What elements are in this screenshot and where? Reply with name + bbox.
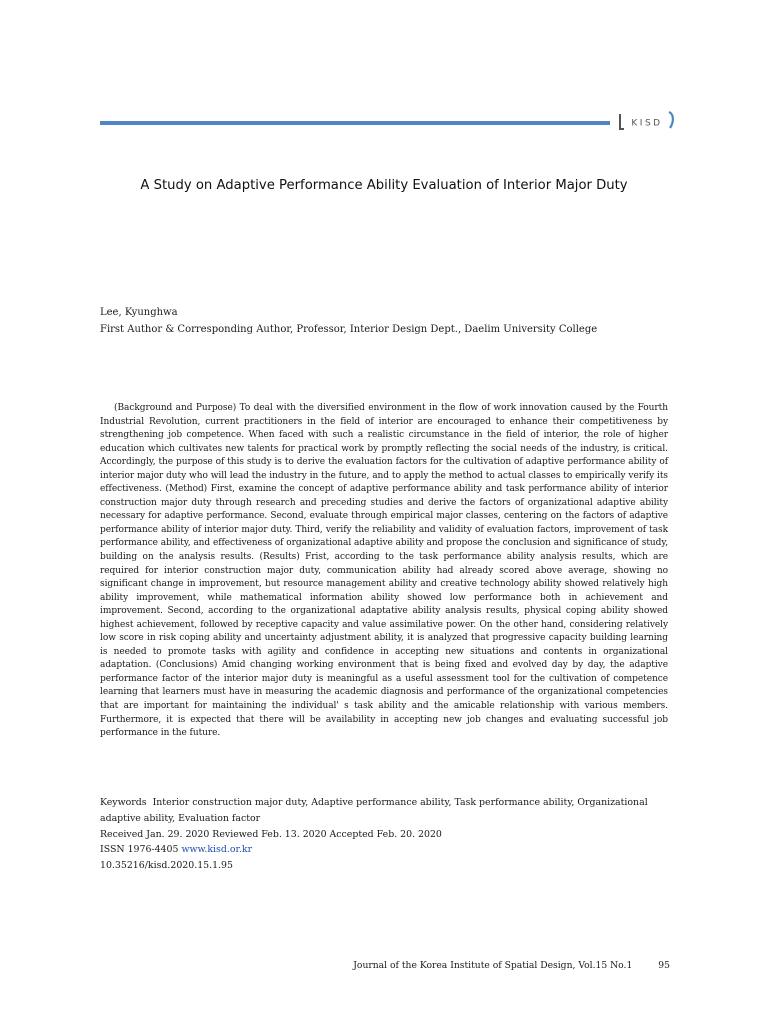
abstract-conclusions-text: Amid changing working environment that is being fixed and evolved day by day, the adaptive performance factor of the interior major duty is meaningful as a useful assessment tool for the cultivation of competence learning that learners must have in measuring the academic diagnosis and performance of the organizational competencies that are important for maintaining the individual' s task ability and the amicable relationship with various members. Furthermore, it is expected that there will be availability in accepting new job changes and evaluating successful job performance in the future. <box>100 660 668 739</box>
page-number: 95 <box>658 960 670 971</box>
abstract-label-method: (Method) <box>165 484 208 495</box>
header-rule <box>100 121 610 125</box>
journal-name: Journal of the Korea Institute of Spatial Design, Vol.15 No.1 <box>353 960 633 971</box>
author-name: Lee, Kyunghwa <box>100 307 178 318</box>
issn-line <box>100 842 668 858</box>
abstract-results-text: Frist, according to the task performance ability analysis results, which are required for interior construction major duty, communication ability had already scored above average, showing no significant change in improvement, but resource management ability and creative technology ability showed relatively high ability improvement, while mathematical information ability showed low performance both in achievement and improvement. Second, according to the organizational adaptative ability analysis results, physical coping ability showed highest achievement, followed by receptive capacity and value assimilative power. On the other hand, considering relatively low score in risk coping ability and uncertainty adjustment ability, it is analyzed that progressive capacity building learning is needed to promote tasks with agility and confidence in accepting new situations and contents in organizational adaptation. <box>100 552 669 671</box>
website-link[interactable]: www.kisd.or.kr <box>181 844 253 856</box>
abstract <box>100 402 668 741</box>
article-meta <box>100 795 668 874</box>
abstract-label-results: (Results) <box>259 552 300 563</box>
abstract-label-background: (Background and Purpose) <box>114 403 237 413</box>
abstract-background-text: To deal with the diversified environment in the flow of work innovation caused by the Fourth Industrial Revolution, current practitioners in the field of interior are encouraged to enhance their competitiveness by strengthening job competence. When faced with such a realistic circumstance in the field of interior, the role of higher education which cultivates new talents for practical work by promptly reflecting the social needs of the industry, is critical. Accordingly, the purpose of this study is to derive the evaluation factors for the cultivation of adaptive performance ability of interior major duty who will lead the industry in the future, and to apply the method to actual classes to empirically verify its effectiveness. <box>100 403 668 495</box>
author-affiliation: First Author & Corresponding Author, Professor, Interior Design Dept., Daelim University College <box>100 324 598 335</box>
abstract-method-text: First, examine the concept of adaptive performance ability and task performance ability of interior construction major duty through research and preceding studies and derive the factors of organizational adaptive ability necessary for adaptive performance. Second, evaluate through empirical major classes, centering on the factors of adaptive performance ability of interior major duty. Third, verify the reliability and validity of evaluation factors, improvement of task performance ability, and effectiveness of organizational adaptive ability and propose the conclusion and significance of study, building on the analysis results. <box>100 484 668 563</box>
keywords-line <box>100 795 668 827</box>
page-footer <box>100 960 670 971</box>
abstract-label-conclusions: (Conclusions) <box>155 660 218 671</box>
keywords-text: Interior construction major duty, Adaptive performance ability, Task performance ability, Organizational adaptive ability, Evaluation factor <box>100 797 648 824</box>
kisd-logo <box>617 110 677 132</box>
keywords-label: Keywords <box>100 797 147 808</box>
logo-text: KISD <box>631 118 663 129</box>
paper-title: A Study on Adaptive Performance Ability Evaluation of Interior Major Duty <box>140 178 628 193</box>
author-block <box>100 304 700 338</box>
received-dates: Received Jan. 29. 2020 Reviewed Feb. 13. 2020 Accepted Feb. 20. 2020 <box>100 828 442 840</box>
issn: ISSN 1976-4405 <box>100 844 179 856</box>
doi: 10.35216/kisd.2020.15.1.95 <box>100 860 233 872</box>
